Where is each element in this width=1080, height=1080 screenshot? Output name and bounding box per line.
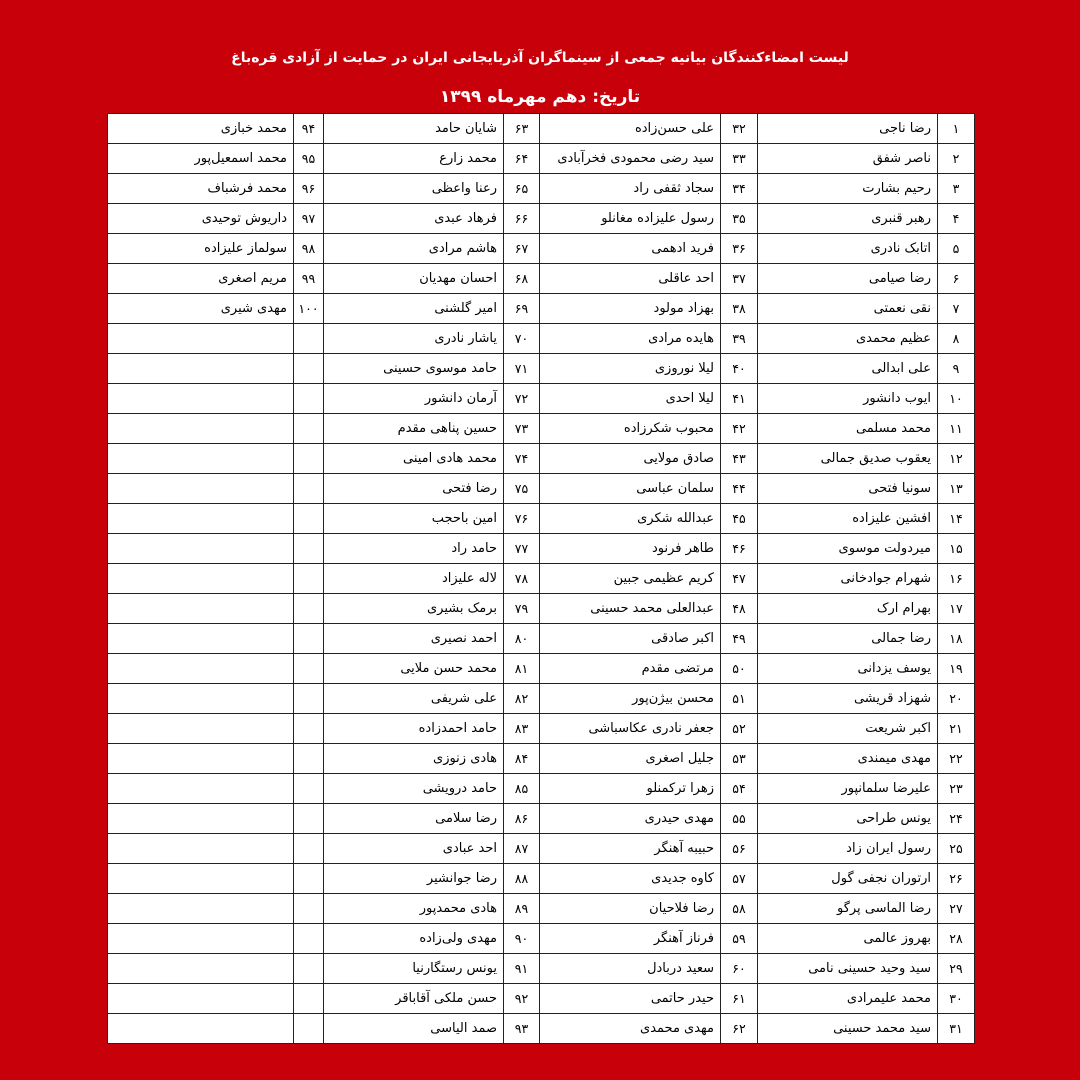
table-row (108, 594, 975, 624)
row-number: ۵۰ (721, 654, 758, 684)
row-number: ۷۸ (504, 564, 540, 594)
row-number: ۶۰ (721, 954, 758, 984)
signatories-table (107, 113, 974, 1037)
signatory-name: یاشار نادری (324, 324, 504, 354)
signatory-name: نقی نعمتی (758, 294, 938, 324)
signatory-name: شهرام جوادخانی (758, 564, 938, 594)
signatory-name: رضا صیامی (758, 264, 938, 294)
table-row (108, 894, 975, 924)
signatory-name: ایوب دانشور (758, 384, 938, 414)
row-number: ۳۹ (721, 324, 758, 354)
signatory-name (108, 924, 294, 954)
row-number: ۷۳ (504, 414, 540, 444)
row-number: ۸۰ (504, 624, 540, 654)
signatory-name: علیرضا سلمانپور (758, 774, 938, 804)
signatory-name: میردولت موسوی (758, 534, 938, 564)
signatory-name: حامد درویشی (324, 774, 504, 804)
signatory-name (108, 1014, 294, 1044)
row-number: ۴۲ (721, 414, 758, 444)
row-number: ۵۲ (721, 714, 758, 744)
row-number (294, 714, 324, 744)
table-row (108, 504, 975, 534)
row-number: ۹۵ (294, 144, 324, 174)
signatory-name: شایان حامد (324, 114, 504, 144)
table-row (108, 624, 975, 654)
table-row (108, 1014, 975, 1044)
row-number: ۴۷ (721, 564, 758, 594)
signatory-name: مریم اصغری (108, 264, 294, 294)
row-number: ۲ (938, 144, 975, 174)
signatory-name: جعفر نادری عکاسباشی (540, 714, 721, 744)
row-number: ۴ (938, 204, 975, 234)
row-number (294, 534, 324, 564)
signatory-name (108, 504, 294, 534)
signatory-name: محبوب شکرزاده (540, 414, 721, 444)
row-number: ۵۳ (721, 744, 758, 774)
row-number (294, 1014, 324, 1044)
table-row (108, 354, 975, 384)
signatory-name: شهزاد قریشی (758, 684, 938, 714)
row-number: ۹۰ (504, 924, 540, 954)
row-number: ۸۶ (504, 804, 540, 834)
row-number: ۴۴ (721, 474, 758, 504)
signatory-name: محمد مسلمی (758, 414, 938, 444)
row-number: ۸۲ (504, 684, 540, 714)
signatory-name: حیدر حاتمی (540, 984, 721, 1014)
signatory-name (108, 834, 294, 864)
signatory-name: رعنا واعظی (324, 174, 504, 204)
row-number: ۶۷ (504, 234, 540, 264)
signatory-name: مهدی میمندی (758, 744, 938, 774)
signatory-name: هادی زنوزی (324, 744, 504, 774)
signatory-name: علی حسن‌زاده (540, 114, 721, 144)
signatory-name: سید رضی محمودی فخرآبادی (540, 144, 721, 174)
row-number (294, 984, 324, 1014)
row-number: ۷۶ (504, 504, 540, 534)
date-label: تاریخ: دهم مهرماه ۱۳۹۹ (439, 87, 641, 107)
signatory-name: امین باحجب (324, 504, 504, 534)
signatory-name (108, 744, 294, 774)
signatory-name (108, 714, 294, 744)
table-row (108, 864, 975, 894)
row-number: ۱۴ (938, 504, 975, 534)
signatory-name: مرتضی مقدم (540, 654, 721, 684)
row-number: ۱۵ (938, 534, 975, 564)
signatory-name (108, 564, 294, 594)
signatory-name: آرمان دانشور (324, 384, 504, 414)
signatory-name: محمد هادی امینی (324, 444, 504, 474)
signatory-name: فرهاد عبدی (324, 204, 504, 234)
signatory-name (108, 414, 294, 444)
row-number: ۲۲ (938, 744, 975, 774)
table-row (108, 534, 975, 564)
signatory-name: ارتوران نجفی گول (758, 864, 938, 894)
row-number (294, 594, 324, 624)
row-number (294, 804, 324, 834)
signatory-name: امیر گلشنی (324, 294, 504, 324)
signatory-name: مهدی محمدی (540, 1014, 721, 1044)
row-number: ۷۹ (504, 594, 540, 624)
row-number: ۶۸ (504, 264, 540, 294)
signatory-name: سجاد ثقفی راد (540, 174, 721, 204)
row-number (294, 894, 324, 924)
signatory-name (108, 624, 294, 654)
signatory-name: رضا فلاحیان (540, 894, 721, 924)
row-number (294, 684, 324, 714)
row-number: ۳۳ (721, 144, 758, 174)
row-number: ۳۷ (721, 264, 758, 294)
row-number: ۷ (938, 294, 975, 324)
row-number (294, 954, 324, 984)
signatory-name: کریم عظیمی جبین (540, 564, 721, 594)
row-number: ۸ (938, 324, 975, 354)
row-number: ۶۴ (504, 144, 540, 174)
row-number: ۳۴ (721, 174, 758, 204)
signatory-name: طاهر فرنود (540, 534, 721, 564)
page-title: لیست امضاءکنندگان بیانیه جمعی از سینماگران آذربایجانی ایران در حمایت از آزادی قره‌باغ (231, 50, 849, 66)
signatory-name: اکبر صادقی (540, 624, 721, 654)
signatory-name: احمد نصیری (324, 624, 504, 654)
row-number: ۵۵ (721, 804, 758, 834)
signatory-name (108, 954, 294, 984)
row-number: ۵۸ (721, 894, 758, 924)
row-number: ۱۸ (938, 624, 975, 654)
signatory-name: فرید ادهمی (540, 234, 721, 264)
row-number (294, 864, 324, 894)
row-number: ۲۹ (938, 954, 975, 984)
signatory-name: لیلا احدی (540, 384, 721, 414)
signatory-name: علی ابدالی (758, 354, 938, 384)
row-number (294, 474, 324, 504)
signatory-name: حبیبه آهنگر (540, 834, 721, 864)
signatory-name: رضا سلامی (324, 804, 504, 834)
row-number: ۷۷ (504, 534, 540, 564)
signatory-name: فرناز آهنگر (540, 924, 721, 954)
row-number (294, 624, 324, 654)
table-row (108, 204, 975, 234)
row-number: ۲۳ (938, 774, 975, 804)
signatory-name: رهبر قنبری (758, 204, 938, 234)
signatory-name (108, 804, 294, 834)
signatory-name: صادق مولایی (540, 444, 721, 474)
table-row (108, 114, 975, 144)
row-number: ۹۳ (504, 1014, 540, 1044)
row-number (294, 414, 324, 444)
signatory-name: مهدی شیری (108, 294, 294, 324)
signatory-name (108, 444, 294, 474)
row-number (294, 924, 324, 954)
signatory-name: لیلا نوروزی (540, 354, 721, 384)
signatory-name: هادی محمدپور (324, 894, 504, 924)
row-number: ۷۲ (504, 384, 540, 414)
row-number: ۹۷ (294, 204, 324, 234)
signatory-name (108, 594, 294, 624)
signatory-name: سونیا فتحی (758, 474, 938, 504)
signatory-name: مهدی ولی‌زاده (324, 924, 504, 954)
signatory-name: حسین پناهی مقدم (324, 414, 504, 444)
row-number: ۸۴ (504, 744, 540, 774)
signatory-name: حسن ملکی آقاباقر (324, 984, 504, 1014)
row-number: ۵۱ (721, 684, 758, 714)
table-row (108, 474, 975, 504)
row-number: ۳۶ (721, 234, 758, 264)
signatory-name: احسان مهدیان (324, 264, 504, 294)
table-row (108, 174, 975, 204)
row-number: ۴۵ (721, 504, 758, 534)
row-number: ۵۴ (721, 774, 758, 804)
row-number: ۹۸ (294, 234, 324, 264)
signatory-name: احد عبادی (324, 834, 504, 864)
signatory-name: بهرام ارک (758, 594, 938, 624)
row-number (294, 354, 324, 384)
row-number: ۹۹ (294, 264, 324, 294)
table-row (108, 954, 975, 984)
row-number: ۸۱ (504, 654, 540, 684)
signatory-name: رضا جمالی (758, 624, 938, 654)
table-row (108, 654, 975, 684)
row-number: ۵ (938, 234, 975, 264)
signatory-name: سولماز علیزاده (108, 234, 294, 264)
row-number: ۲۴ (938, 804, 975, 834)
row-number: ۶۶ (504, 204, 540, 234)
row-number: ۹۶ (294, 174, 324, 204)
row-number (294, 384, 324, 414)
signatory-name: بهزاد مولود (540, 294, 721, 324)
row-number (294, 564, 324, 594)
signatory-name: محمد علیمرادی (758, 984, 938, 1014)
signatory-name: محسن بیژن‌پور (540, 684, 721, 714)
signatory-name: کاوه جدیدی (540, 864, 721, 894)
signatory-name (108, 354, 294, 384)
row-number: ۴۳ (721, 444, 758, 474)
signatory-name: عبدالله شکری (540, 504, 721, 534)
row-number: ۴۶ (721, 534, 758, 564)
row-number: ۷۵ (504, 474, 540, 504)
signatory-name: صمد الیاسی (324, 1014, 504, 1044)
signatory-name: جلیل اصغری (540, 744, 721, 774)
row-number: ۳۵ (721, 204, 758, 234)
signatory-name: مهدی حیدری (540, 804, 721, 834)
signatory-name (108, 864, 294, 894)
row-number: ۱۳ (938, 474, 975, 504)
signatory-name: سعید دربادل (540, 954, 721, 984)
signatory-name: یونس طراحی (758, 804, 938, 834)
row-number: ۶ (938, 264, 975, 294)
row-number: ۱۱ (938, 414, 975, 444)
row-number (294, 654, 324, 684)
row-number: ۸۸ (504, 864, 540, 894)
signatory-name: احد عاقلی (540, 264, 721, 294)
table-row (108, 294, 975, 324)
row-number: ۱ (938, 114, 975, 144)
signatory-name: زهرا ترکمنلو (540, 774, 721, 804)
signatory-name: محمد فرشباف (108, 174, 294, 204)
row-number: ۲۱ (938, 714, 975, 744)
table-row (108, 444, 975, 474)
row-number (294, 444, 324, 474)
table-row (108, 324, 975, 354)
signatory-name: سلمان عباسی (540, 474, 721, 504)
table-row (108, 234, 975, 264)
signatory-name: حامد احمدزاده (324, 714, 504, 744)
table-row (108, 744, 975, 774)
signatory-name: محمد حسن ملایی (324, 654, 504, 684)
signatory-name: عبدالعلی محمد حسینی (540, 594, 721, 624)
signatory-name (108, 684, 294, 714)
row-number (294, 834, 324, 864)
row-number (294, 774, 324, 804)
signatory-name: حامد موسوی حسینی (324, 354, 504, 384)
row-number: ۸۵ (504, 774, 540, 804)
row-number: ۹ (938, 354, 975, 384)
row-number: ۵۶ (721, 834, 758, 864)
signatory-name: علی شریفی (324, 684, 504, 714)
row-number: ۲۶ (938, 864, 975, 894)
signatory-name: هاشم مرادی (324, 234, 504, 264)
row-number (294, 744, 324, 774)
signatory-name: رضا جوانشیر (324, 864, 504, 894)
row-number: ۲۵ (938, 834, 975, 864)
signatory-name: محمد خبازی (108, 114, 294, 144)
table-row (108, 984, 975, 1014)
row-number: ۲۰ (938, 684, 975, 714)
row-number: ۴۹ (721, 624, 758, 654)
signatory-name: رسول ایران زاد (758, 834, 938, 864)
signatory-name: عظیم محمدی (758, 324, 938, 354)
table-row (108, 384, 975, 414)
row-number: ۳ (938, 174, 975, 204)
row-number: ۳۲ (721, 114, 758, 144)
table-row (108, 684, 975, 714)
signatory-name: رحیم بشارت (758, 174, 938, 204)
signatory-name: سید وحید حسینی نامی (758, 954, 938, 984)
row-number: ۹۲ (504, 984, 540, 1014)
row-number: ۷۴ (504, 444, 540, 474)
signatory-name (108, 654, 294, 684)
row-number: ۳۰ (938, 984, 975, 1014)
signatory-name (108, 894, 294, 924)
table-row (108, 144, 975, 174)
signatory-name: بهروز عالمی (758, 924, 938, 954)
row-number: ۴۰ (721, 354, 758, 384)
signatory-name: محمد اسمعیل‌پور (108, 144, 294, 174)
signatory-name: رضا فتحی (324, 474, 504, 504)
table-row (108, 924, 975, 954)
signatory-name: اتابک نادری (758, 234, 938, 264)
signatory-name: یونس رستگارنیا (324, 954, 504, 984)
signatory-name (108, 324, 294, 354)
signatory-name: اکبر شریعت (758, 714, 938, 744)
row-number: ۱۲ (938, 444, 975, 474)
row-number: ۸۷ (504, 834, 540, 864)
table-row (108, 564, 975, 594)
row-number: ۲۸ (938, 924, 975, 954)
signatory-name (108, 534, 294, 564)
row-number: ۶۵ (504, 174, 540, 204)
signatory-name (108, 774, 294, 804)
signatory-name: یعقوب صدیق جمالی (758, 444, 938, 474)
row-number: ۷۱ (504, 354, 540, 384)
row-number: ۱۶ (938, 564, 975, 594)
row-number: ۵۹ (721, 924, 758, 954)
signatory-name (108, 984, 294, 1014)
row-number: ۹۱ (504, 954, 540, 984)
signatory-name: یوسف یزدانی (758, 654, 938, 684)
signatory-name: محمد زارع (324, 144, 504, 174)
row-number: ۲۷ (938, 894, 975, 924)
signatory-name: داریوش توحیدی (108, 204, 294, 234)
row-number: ۴۱ (721, 384, 758, 414)
signatory-name: لاله علیزاد (324, 564, 504, 594)
row-number: ۳۱ (938, 1014, 975, 1044)
signatory-name: هایده مرادی (540, 324, 721, 354)
table-row (108, 774, 975, 804)
table-row (108, 714, 975, 744)
row-number: ۱۰۰ (294, 294, 324, 324)
row-number: ۱۹ (938, 654, 975, 684)
row-number: ۳۸ (721, 294, 758, 324)
signatory-name: رسول علیزاده مغانلو (540, 204, 721, 234)
signatory-name: افشین علیزاده (758, 504, 938, 534)
row-number (294, 504, 324, 534)
signatory-name: رضا الماسی پرگو (758, 894, 938, 924)
table-row (108, 414, 975, 444)
row-number: ۷۰ (504, 324, 540, 354)
signatory-name: سید محمد حسینی (758, 1014, 938, 1044)
row-number: ۵۷ (721, 864, 758, 894)
signatory-name: برمک بشیری (324, 594, 504, 624)
signatory-name: رضا ناجی (758, 114, 938, 144)
row-number: ۹۴ (294, 114, 324, 144)
row-number: ۱۷ (938, 594, 975, 624)
signatory-name: حامد راد (324, 534, 504, 564)
signatory-name (108, 474, 294, 504)
signatory-name (108, 384, 294, 414)
row-number: ۶۹ (504, 294, 540, 324)
row-number: ۴۸ (721, 594, 758, 624)
row-number: ۶۱ (721, 984, 758, 1014)
table-row (108, 834, 975, 864)
row-number: ۶۲ (721, 1014, 758, 1044)
signatory-name: ناصر شفق (758, 144, 938, 174)
row-number: ۱۰ (938, 384, 975, 414)
row-number: ۸۹ (504, 894, 540, 924)
row-number: ۸۳ (504, 714, 540, 744)
table-row (108, 264, 975, 294)
row-number (294, 324, 324, 354)
table-row (108, 804, 975, 834)
row-number: ۶۳ (504, 114, 540, 144)
